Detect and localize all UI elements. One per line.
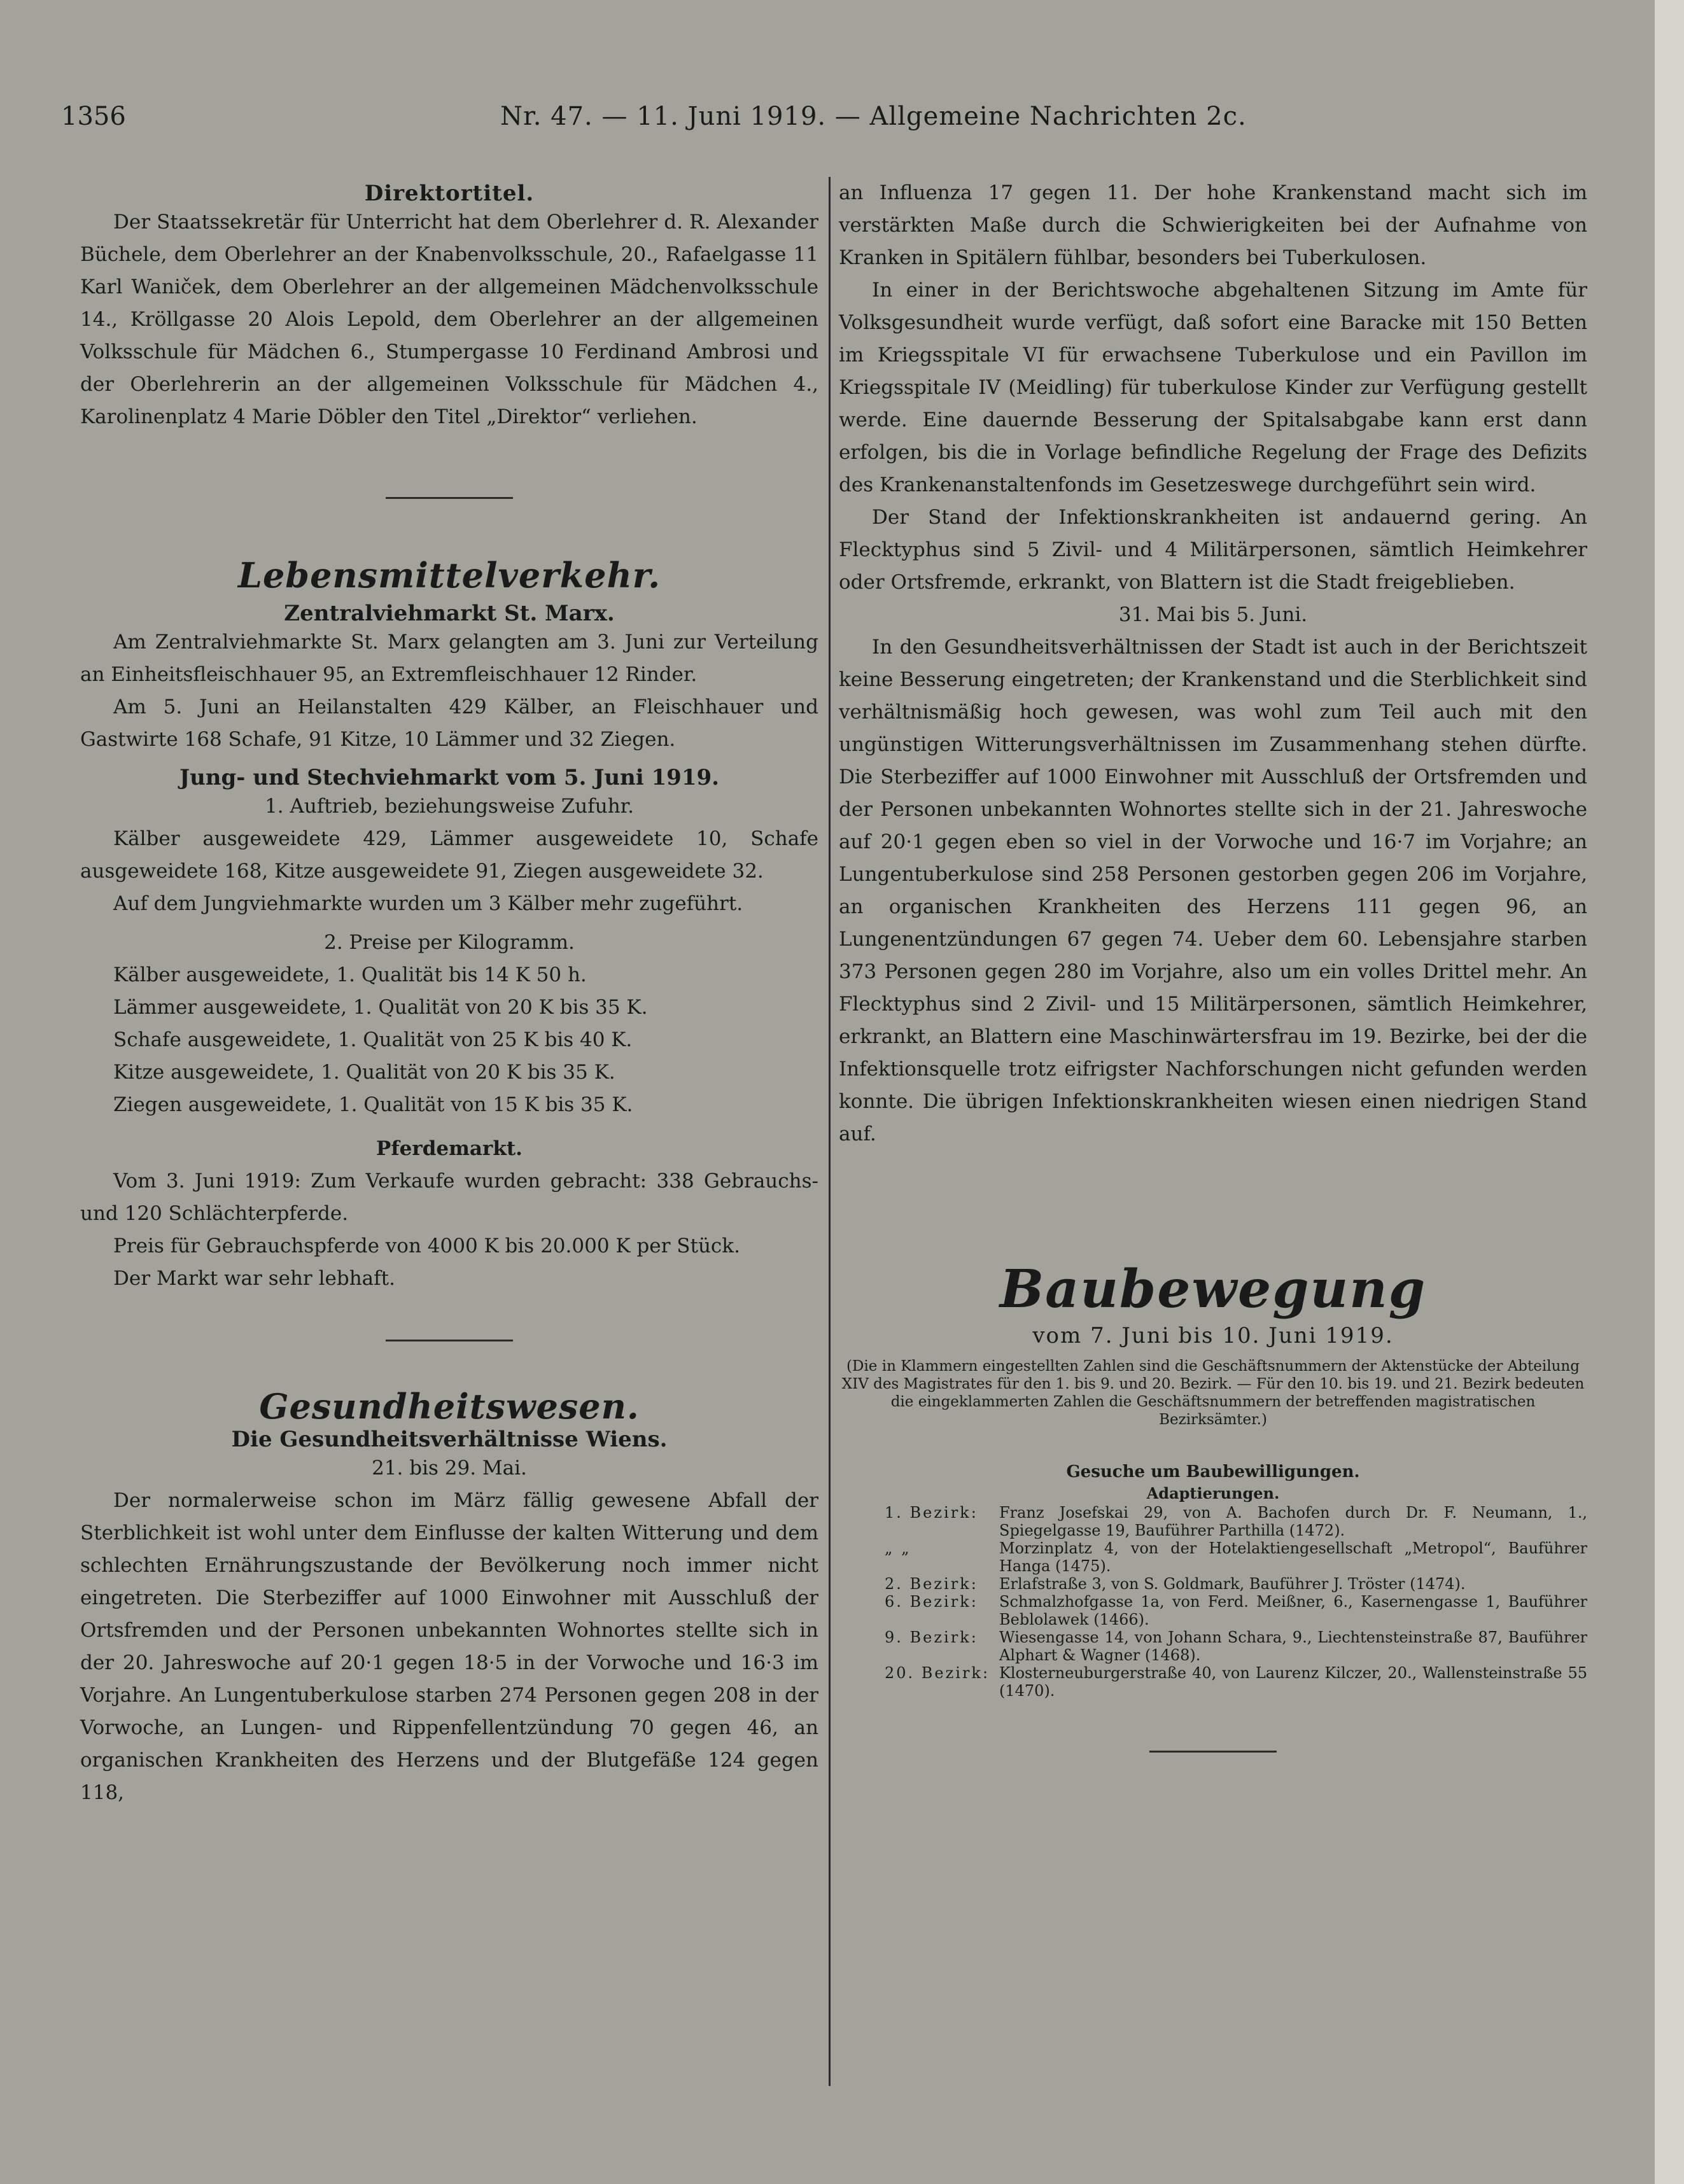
preis-line: Ziegen ausgeweidete, 1. Qualität von 15 K bis 35 K.	[113, 1093, 633, 1116]
preise-heading: 2. Preise per Kilogramm.	[324, 931, 575, 954]
pferde-paragraph-3: Der Markt war sehr lebhaft.	[113, 1267, 395, 1290]
page-number: 1356	[61, 102, 126, 131]
preis-line: Kälber ausgeweidete, 1. Qualität bis 14 K 50 h.	[113, 963, 587, 986]
pferde-paragraph-1: Vom 3. Juni 1919: Zum Verkaufe wurden gebracht: 338 Gebrauchs- und 120 Schlächterpferde.	[80, 1170, 818, 1225]
lebensmittel-heading: Lebensmittelverkehr.	[237, 555, 661, 596]
page-header	[61, 102, 1601, 153]
district-label: 9. Bezirk:	[885, 1628, 978, 1646]
list-item	[839, 1664, 1587, 1700]
list-item	[839, 1628, 1587, 1664]
entry-text: Schmalzhofgasse 1a, von Ferd. Meißner, 6., Kasernengasse 1, Bauführer Beblolawek (1466).	[999, 1593, 1587, 1628]
entry-text: Franz Josefskai 29, von A. Bachofen durch Dr. F. Neumann, 1., Spiegelgasse 19, Bauführer Parthilla (1472).	[999, 1504, 1587, 1539]
auftrieb-paragraph-2: Auf dem Jungviehmarkte wurden um 3 Kälber mehr zugeführt.	[113, 892, 743, 915]
influenza-paragraph: an Influenza 17 gegen 11. Der hohe Krankenstand macht sich im verstärkten Maße durch die Schwierigkeiten bei der Aufnahme von Kranken in Spitälern fühlbar, besonders bei Tuberkulosen.	[839, 181, 1587, 269]
preis-line: Lämmer ausgeweidete, 1. Qualität von 20 K bis 35 K.	[113, 996, 648, 1019]
list-item	[839, 1504, 1587, 1539]
district-label: „ „	[885, 1539, 911, 1557]
baubewegung-dates: vom 7. Juni bis 10. Juni 1919.	[1032, 1323, 1394, 1348]
preis-line: Schafe ausgeweidete, 1. Qualität von 25 K bis 40 K.	[113, 1028, 633, 1051]
district-label: 6. Bezirk:	[885, 1593, 978, 1611]
jungviehmarkt-heading: Jung- und Stechviehmarkt vom 5. Juni 1919.	[179, 765, 719, 790]
entry-text: Klosterneuburgerstraße 40, von Laurenz Kilczer, 20., Wallensteinstraße 55 (1470).	[999, 1664, 1587, 1700]
baubewegung-note: (Die in Klammern eingestellten Zahlen sind die Geschäftsnummern der Aktenstücke der Abteilung XIV des Magistrates für den 1. bis 9. und 20. Bezirk. — Für den 10. bis 19. und 21. Bezirk bedeuten die eingeklammerten Zahlen die Geschäftsnummern der betreffenden magistratischen Bezirksämter.)	[841, 1358, 1585, 1428]
preis-line: Kitze ausgeweidete, 1. Qualität von 20 K bis 35 K.	[113, 1061, 615, 1084]
list-item	[839, 1539, 1587, 1575]
district-label: 20. Bezirk:	[885, 1664, 990, 1682]
second-week-dates: 31. Mai bis 5. Juni.	[1118, 603, 1308, 626]
pferde-paragraph-2: Preis für Gebrauchspferde von 4000 K bis 20.000 K per Stück.	[113, 1235, 740, 1257]
gesundheit-dates: 21. bis 29. Mai.	[372, 1457, 527, 1480]
zentral-paragraph-2: Am 5. Juni an Heilanstalten 429 Kälber, an Fleischhauer und Gastwirte 168 Schafe, 91 Kitze, 10 Lämmer und 32 Ziegen.	[80, 696, 818, 751]
adaptierungen-heading: Adaptierungen.	[1146, 1484, 1280, 1502]
baubewegung-heading: Baubewegung	[999, 1259, 1427, 1320]
infektion-paragraph: Der Stand der Infektionskrankheiten ist andauernd gering. An Flecktyphus sind 5 Zivil- und 4 Militärpersonen, sämtlich Heimkehrer oder Ortsfremde, erkrankt, von Blattern ist die Stadt freigeblieben.	[839, 506, 1587, 594]
header-title: Nr. 47. — 11. Juni 1919. — Allgemeine Nachrichten 2c.	[500, 102, 1247, 131]
entry-text: Wiesengasse 14, von Johann Schara, 9., Liechtensteinstraße 87, Bauführer Alphart & Wagner (1468).	[999, 1628, 1587, 1664]
entry-text: Morzinplatz 4, von der Hotelaktiengesellschaft „Metropol“, Bauführer Hanga (1475).	[999, 1539, 1587, 1575]
entry-text: Erlafstraße 3, von S. Goldmark, Bauführer J. Tröster (1474).	[999, 1575, 1466, 1593]
zentralviehmarkt-heading: Zentralviehmarkt St. Marx.	[284, 601, 615, 626]
district-label: 1. Bezirk:	[885, 1504, 978, 1522]
district-label: 2. Bezirk:	[885, 1575, 978, 1593]
gesundheit-paragraph-1: Der normalerweise schon im März fällig gewesene Abfall der Sterblichkeit ist wohl unter dem Einflusse der kalten Witterung und dem schlechten Ernährungszustande der Bevölkerung noch immer nicht eingetreten. Die Sterbeziffer auf 1000 Einwohner mit Ausschluß der Ortsfremden und der Personen unbekannten Wohnortes stellte sich in der 20. Jahreswoche auf 20·1 gegen 18·5 in der Vorwoche und 16·3 im Vorjahre. An Lungentuberkulose starben 274 Personen gegen 208 in der Vorwoche, an Lungen- und Rippenfellentzündung 70 gegen 46, an organischen Krankheiten des Herzens und der Blutgefäße 124 gegen 118,	[80, 1489, 818, 1804]
gesundheitswesen-heading: Gesundheitswesen.	[259, 1386, 640, 1427]
second-week-paragraph: In den Gesundheitsverhältnissen der Stadt ist auch in der Berichtszeit keine Besserung eingetreten; der Krankenstand und die Sterblichkeit sind verhältnismäßig hoch gewesen, was wohl zum Teil auch mit den ungünstigen Witterungsverhältnissen im Zusammenhang stehen dürfte. Die Sterbeziffer auf 1000 Einwohner mit Ausschluß der Ortsfremden und der Personen unbekannten Wohnortes stellte sich in der 21. Jahreswoche auf 20·1 gegen eben so viel in der Vorwoche und 16·7 im Vorjahre; an Lungentuberkulose sind 258 Personen gestorben gegen 206 im Vorjahre, an organischen Krankheiten des Herzens 111 gegen 96, an Lungenentzündungen 67 gegen 74. Ueber dem 60. Lebensjahre starben 373 Personen gegen 280 im Vorjahre, also um ein volles Drittel mehr. An Flecktyphus sind 2 Zivil- und 15 Militärpersonen, sämtlich Heimkehrer, erkrankt, an Blattern eine Maschinwärtersfrau im 19. Bezirke, bei der die Infektionsquelle trotz eifrigster Nachforschungen nicht gefunden werden konnte. Die übrigen Infektionskrankheiten wiesen einen niedrigen Stand auf.	[839, 636, 1587, 1145]
direktortitel-text: Der Staatssekretär für Unterricht hat dem Oberlehrer d. R. Alexander Büchele, dem Oberlehrer an der Knabenvolksschule, 20., Rafaelgasse 11 Karl Waniček, dem Oberlehrer an der allgemeinen Mädchenvolksschule 14., Kröllgasse 20 Alois Lepold, dem Oberlehrer an der allgemeinen Volksschule für Mädchen 6., Stumpergasse 10 Ferdinand Ambrosi und der Oberlehrerin an der allgemeinen Volksschule für Mädchen 4., Karolinenplatz 4 Marie Döbler den Titel „Direktor“ verliehen.	[80, 211, 818, 428]
list-item	[839, 1575, 1587, 1593]
left-column	[80, 177, 818, 1809]
right-column	[839, 177, 1587, 1753]
auftrieb-paragraph-1: Kälber ausgeweidete 429, Lämmer ausgeweidete 10, Schafe ausgeweidete 168, Kitze ausgeweidete 91, Ziegen ausgeweidete 32.	[80, 827, 818, 883]
baubewilligung-list	[839, 1504, 1587, 1700]
page-edge	[1655, 0, 1684, 2184]
auftrieb-heading: 1. Auftrieb, beziehungsweise Zufuhr.	[265, 795, 634, 818]
pferdemarkt-heading: Pferdemarkt.	[376, 1137, 523, 1160]
gesuche-heading: Gesuche um Baubewilligungen.	[1066, 1462, 1360, 1481]
list-item	[839, 1593, 1587, 1628]
zentral-paragraph-1: Am Zentralviehmarkte St. Marx gelangten am 3. Juni zur Verteilung an Einheitsfleischhauer 95, an Extremfleischhauer 12 Rinder.	[80, 631, 818, 686]
gesundheitsverhaeltnisse-heading: Die Gesundheitsverhältnisse Wiens.	[231, 1427, 668, 1452]
sitzung-paragraph: In einer in der Berichtswoche abgehaltenen Sitzung im Amte für Volksgesundheit wurde verfügt, daß sofort eine Baracke mit 150 Betten im Kriegsspitale VI für erwachsene Tuberkulose und ein Pavillon im Kriegsspitale IV (Meidling) für tuberkulose Kinder zur Verfügung gestellt werde. Eine dauernde Besserung der Spitalsabgabe kann erst dann erfolgen, bis die in Vorlage befindliche Regelung der Frage des Defizits des Krankenanstaltenfonds im Gesetzeswege durchgeführt sein wird.	[839, 279, 1587, 496]
separator-rule	[1149, 1751, 1277, 1753]
column-divider	[829, 177, 831, 2086]
direktortitel-heading: Direktortitel.	[364, 181, 535, 206]
